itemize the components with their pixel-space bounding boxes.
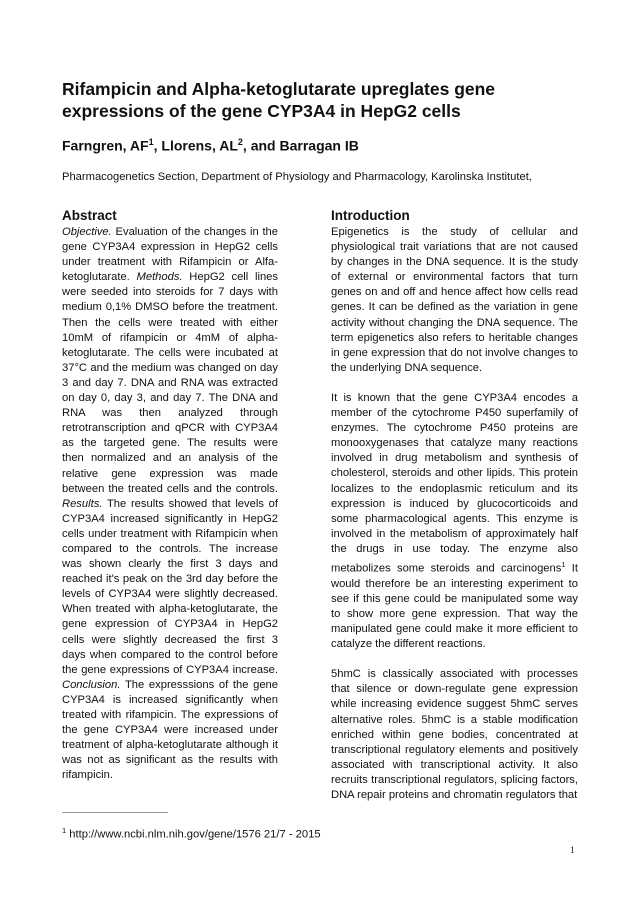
footnote-divider (62, 812, 168, 813)
paper-title: Rifampicin and Alpha-ketoglutarate upreglates gene expressions of the gene CYP3A4 in HepG2 cells (62, 79, 496, 121)
abstract-heading: Abstract (62, 208, 117, 223)
results-label: Results. (62, 497, 103, 510)
introduction-heading: Introduction (331, 208, 410, 223)
intro-paragraph-2-start: It is known that the gene CYP3A4 encodes a member of the cytochrome P450 superfamily of enzymes. The cytochrome P450 proteins are monooxygenases that catalyze many reactions involved in drug metabolism and synthesis of cholesterol, steroids and other lipids. This protein localizes to the endoplasmic reticulum and its expression is induced by glucocorticoids and some pharmacological agents. This enzyme is involved in the metabolism of approximately half the drugs in use today. The enzyme also metabolizes some steroids and carcinogens (331, 391, 578, 575)
results-text: The results showed that levels of CYP3A4 increased significantly in HepG2 cells under treatment with Rifampicin when compared to the controls. The increase was shown clearly the first 3 days and reached it's peak on the 3rd day before the levels of CYP3A4 were slightly decreased. When treated with alpha-ketoglutarate, the gene expression of CYP3A4 in HepG2 cells were slightly decreased the first 3 days when compared to the control before the gene expressions of CYP3A4 increase. (62, 497, 278, 676)
footnote (62, 826, 321, 841)
author-2-affiliation-mark: 2 (237, 137, 243, 147)
objective-text: Evaluation of the changes in the gene CYP3A4 expression in HepG2 cells under treatment with Rifampicin or Alfa-ketoglutarate. (62, 226, 278, 284)
abstract-section (62, 208, 278, 783)
conclusion-text: The expresssions of the gene CYP3A4 is increased significantly when treated with rifampicin. The expressions of the gene CYP3A4 were increased under treatment of alpha-ketoglutarate although it was not as significant as the results with rifampicin. (62, 678, 278, 782)
author-2: Llorens, AL (161, 137, 238, 154)
conclusion-label: Conclusion. (62, 678, 121, 691)
author-list: Farngren, $AF^1$, Llorens, $AL^2$, and Barragan IB (62, 137, 359, 154)
footnote-number: 1 (62, 826, 67, 835)
methods-text: HepG2 cell lines were seeded into steroids for 7 days with medium 0,1% DMSO before the treatment. Then the cells were treated with either 10mM of rifampicin or 4mM of alpha-ketoglutarate. The cells were incubated at 37°C and the medium was changed on day 3 and day 7. DNA and RNA was extracted on day 0, day 3, and day 7. The DNA and RNA was then analyzed through retrotranscription and qPCR with CYP3A4 as the targeted gene. The results were then normalized and an analysis of the relative gene expression was made between the treated cells and the controls. (62, 271, 278, 495)
author-conjunction: and (250, 137, 276, 154)
author-1: Farngren, AF (62, 137, 149, 154)
page-number: 1 (570, 846, 575, 856)
author-3: Barragan IB (279, 137, 359, 154)
intro-paragraph-1: Epigenetics is the study of cellular and physiological trait variations that are not caused by changes in the DNA sequence. It is the study of external or environmental factors that turn genes on and off and hence affect how cells read genes. It can be defined as the variation in gene activity without changing the DNA sequence. The term epigenetics also refers to heritable changes in gene expression that do not involve changes to the underlying DNA sequence. (331, 226, 578, 374)
intro-paragraph-2-end: It would therefore be an interesting experiment to see if this gene could be manipulated some way to show more gene expression. That way the manipulated gene could make it more efficient to catalyze the different reactions. (331, 562, 578, 651)
affiliation: Pharmacogenetics Section, Department of Physiology and Pharmacology, Karolinska Institutet, (62, 171, 532, 183)
footnote-reference[interactable]: 1 (561, 559, 566, 569)
methods-label: Methods. (136, 271, 183, 284)
introduction-section (331, 208, 578, 803)
intro-paragraph-2 (331, 391, 578, 652)
footnote-text[interactable]: http://www.ncbi.nlm.nih.gov/gene/1576 21/7 - 2015 (66, 828, 321, 841)
objective-label: Objective. (62, 226, 112, 238)
abstract-body (62, 225, 278, 783)
author-1-affiliation-mark: 1 (148, 137, 154, 147)
intro-paragraph-3: 5hmC is classically associated with processes that silence or down-regulate gene expression while increasing evidence suggest 5hmC serves alternative roles. 5hmC is a stable modification enriched within gene bodies, concentrated at transcriptional regulatory elements and positively associated with transcriptional activity. It also recruits transcriptional regulators, splicing factors, DNA repair proteins and chromatin regulators that (331, 668, 578, 802)
